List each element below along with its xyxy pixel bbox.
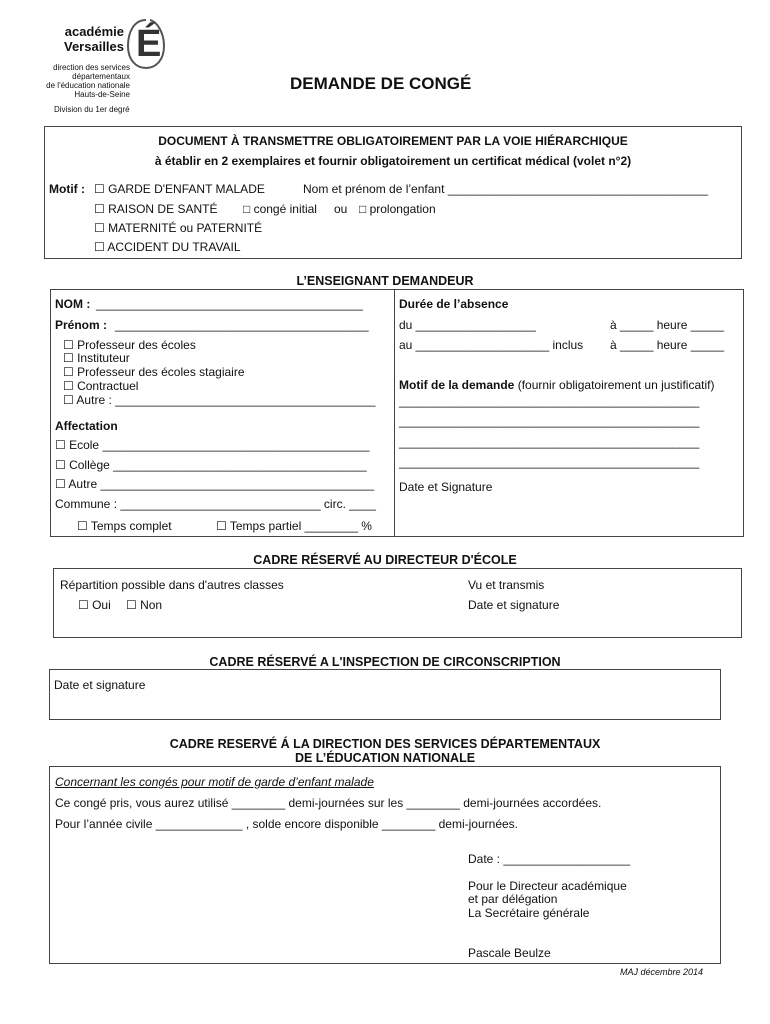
heure-1-field[interactable]: à _____ heure _____ bbox=[610, 318, 725, 332]
prenom-field[interactable]: ______________________________________ bbox=[115, 318, 369, 332]
repartition-label: Répartition possible dans d'autres classes bbox=[60, 578, 284, 592]
logo-letter: É bbox=[136, 23, 162, 65]
inspection-box bbox=[49, 669, 721, 720]
teacher-signature-label: Date et Signature bbox=[399, 480, 493, 494]
checkbox-contractuel[interactable]: ☐ Contractuel bbox=[63, 379, 139, 393]
child-name-field[interactable]: Nom et prénom de l’enfant _______________________________________ bbox=[303, 182, 709, 196]
dsden-date-field[interactable]: Date : ___________________ bbox=[468, 852, 631, 866]
inspection-date-label: Date et signature bbox=[54, 678, 146, 692]
option-garde-enfant[interactable]: ☐ GARDE D'ENFANT MALADE bbox=[94, 182, 265, 196]
garde-enfant-note: Concernant les congés pour motif de garde d’enfant malade bbox=[55, 775, 374, 789]
motif-label: Motif : bbox=[49, 182, 85, 196]
logo-sub-3: de l'éducation nationale bbox=[46, 81, 130, 90]
signatory-line-2: et par délégation bbox=[468, 892, 558, 906]
demi-journees-line[interactable]: Ce congé pris, vous aurez utilisé ________ demi-journées sur les ________ demi-journées accordées. bbox=[55, 796, 602, 810]
affectation-ecole[interactable]: ☐ Ecole ________________________________________ bbox=[55, 438, 370, 452]
logo-line-1: académie bbox=[64, 24, 124, 39]
nom-field[interactable]: ________________________________________ bbox=[96, 297, 363, 311]
logo bbox=[40, 10, 170, 118]
copies-notice: à établir en 2 exemplaires et fournir obligatoirement un certificat médical (volet n°2) bbox=[154, 154, 632, 168]
teacher-heading: L’ENSEIGNANT DEMANDEUR bbox=[296, 274, 474, 288]
option-prolongation[interactable]: □ prolongation bbox=[359, 202, 436, 216]
motif-line-4[interactable]: _____________________________________________ bbox=[399, 455, 700, 469]
checkbox-professeur[interactable]: ☐ Professeur des écoles bbox=[63, 338, 196, 352]
or-label: ou bbox=[334, 202, 348, 216]
option-accident[interactable]: ☐ ACCIDENT DU TRAVAIL bbox=[94, 240, 241, 254]
checkbox-instituteur[interactable]: ☐ Instituteur bbox=[63, 351, 130, 365]
option-conge-initial[interactable]: □ congé initial bbox=[243, 202, 317, 216]
duree-label: Durée de l’absence bbox=[399, 297, 509, 311]
checkbox-stagiaire[interactable]: ☐ Professeur des écoles stagiaire bbox=[63, 365, 245, 379]
checkbox-non[interactable]: ☐ Non bbox=[126, 598, 163, 612]
transmit-notice: DOCUMENT À TRANSMETTRE OBLIGATOIREMENT PAR LA VOIE HIÉRARCHIQUE bbox=[158, 134, 628, 148]
logo-sub-1: direction des services bbox=[53, 63, 130, 72]
director-box bbox=[53, 568, 742, 638]
commune-field[interactable]: Commune : ______________________________ circ. ____ bbox=[55, 497, 376, 511]
signatory-line-1: Pour le Directeur académique bbox=[468, 879, 627, 893]
inspection-heading: CADRE RÉSERVÉ A L'INSPECTION DE CIRCONSCRIPTION bbox=[209, 655, 561, 669]
affectation-label: Affectation bbox=[55, 419, 118, 433]
motif-box bbox=[44, 126, 742, 259]
option-maternite[interactable]: ☐ MATERNITÉ ou PATERNITÉ bbox=[94, 221, 263, 235]
checkbox-temps-complet[interactable]: ☐ Temps complet bbox=[77, 519, 172, 533]
annee-civile-line[interactable]: Pour l’année civile _____________ , solde encore disponible ________ demi-journées. bbox=[55, 817, 519, 831]
date-au-field[interactable]: au ____________________ inclus bbox=[399, 338, 584, 352]
date-du-field[interactable]: du __________________ bbox=[399, 318, 536, 332]
dsden-heading-1: CADRE RESERVÉ Á LA DIRECTION DES SERVICES DÉPARTEMENTAUX bbox=[169, 737, 601, 751]
motif-line-1[interactable]: _____________________________________________ bbox=[399, 394, 700, 408]
logo-sub-2: départementaux bbox=[72, 72, 130, 81]
logo-sub-4: Hauts-de-Seine bbox=[74, 90, 130, 99]
motif-line-2[interactable]: _____________________________________________ bbox=[399, 414, 700, 428]
prenom-label: Prénom : bbox=[55, 318, 108, 332]
director-heading: CADRE RÉSERVÉ AU DIRECTEUR D'ÉCOLE bbox=[253, 553, 517, 567]
motif-line-3[interactable]: _____________________________________________ bbox=[399, 435, 700, 449]
option-raison-sante[interactable]: ☐ RAISON DE SANTÉ bbox=[94, 202, 218, 216]
vu-transmis-label: Vu et transmis bbox=[468, 578, 545, 592]
page-title: DEMANDE DE CONGÉ bbox=[290, 74, 472, 93]
motif-demande-label bbox=[399, 378, 714, 392]
signatory-line-3: La Secrétaire générale bbox=[468, 906, 590, 920]
logo-line-2: Versailles bbox=[64, 39, 124, 54]
checkbox-temps-partiel[interactable]: ☐ Temps partiel ________ % bbox=[216, 519, 372, 533]
teacher-divider bbox=[394, 290, 395, 536]
footer-date: MAJ décembre 2014 bbox=[620, 967, 704, 977]
heure-2-field[interactable]: à _____ heure _____ bbox=[610, 338, 725, 352]
checkbox-oui[interactable]: ☐ Oui bbox=[78, 598, 111, 612]
motif-demande-note: (fournir obligatoirement un justificatif) bbox=[517, 378, 715, 392]
affectation-autre[interactable]: ☐ Autre _________________________________________ bbox=[55, 477, 375, 491]
motif-demande-title: Motif de la demande bbox=[399, 378, 515, 392]
nom-label: NOM : bbox=[55, 297, 91, 311]
signatory-name: Pascale Beulze bbox=[468, 946, 551, 960]
dsden-box bbox=[49, 766, 721, 964]
affectation-college[interactable]: ☐ Collège ______________________________________ bbox=[55, 458, 367, 472]
checkbox-autre[interactable]: ☐ Autre : _______________________________________ bbox=[63, 393, 376, 407]
teacher-box bbox=[50, 289, 744, 537]
director-date-label: Date et signature bbox=[468, 598, 560, 612]
dsden-heading-2: DE L’ÉDUCATION NATIONALE bbox=[294, 751, 476, 765]
division-label: Division du 1er degré bbox=[54, 105, 130, 114]
